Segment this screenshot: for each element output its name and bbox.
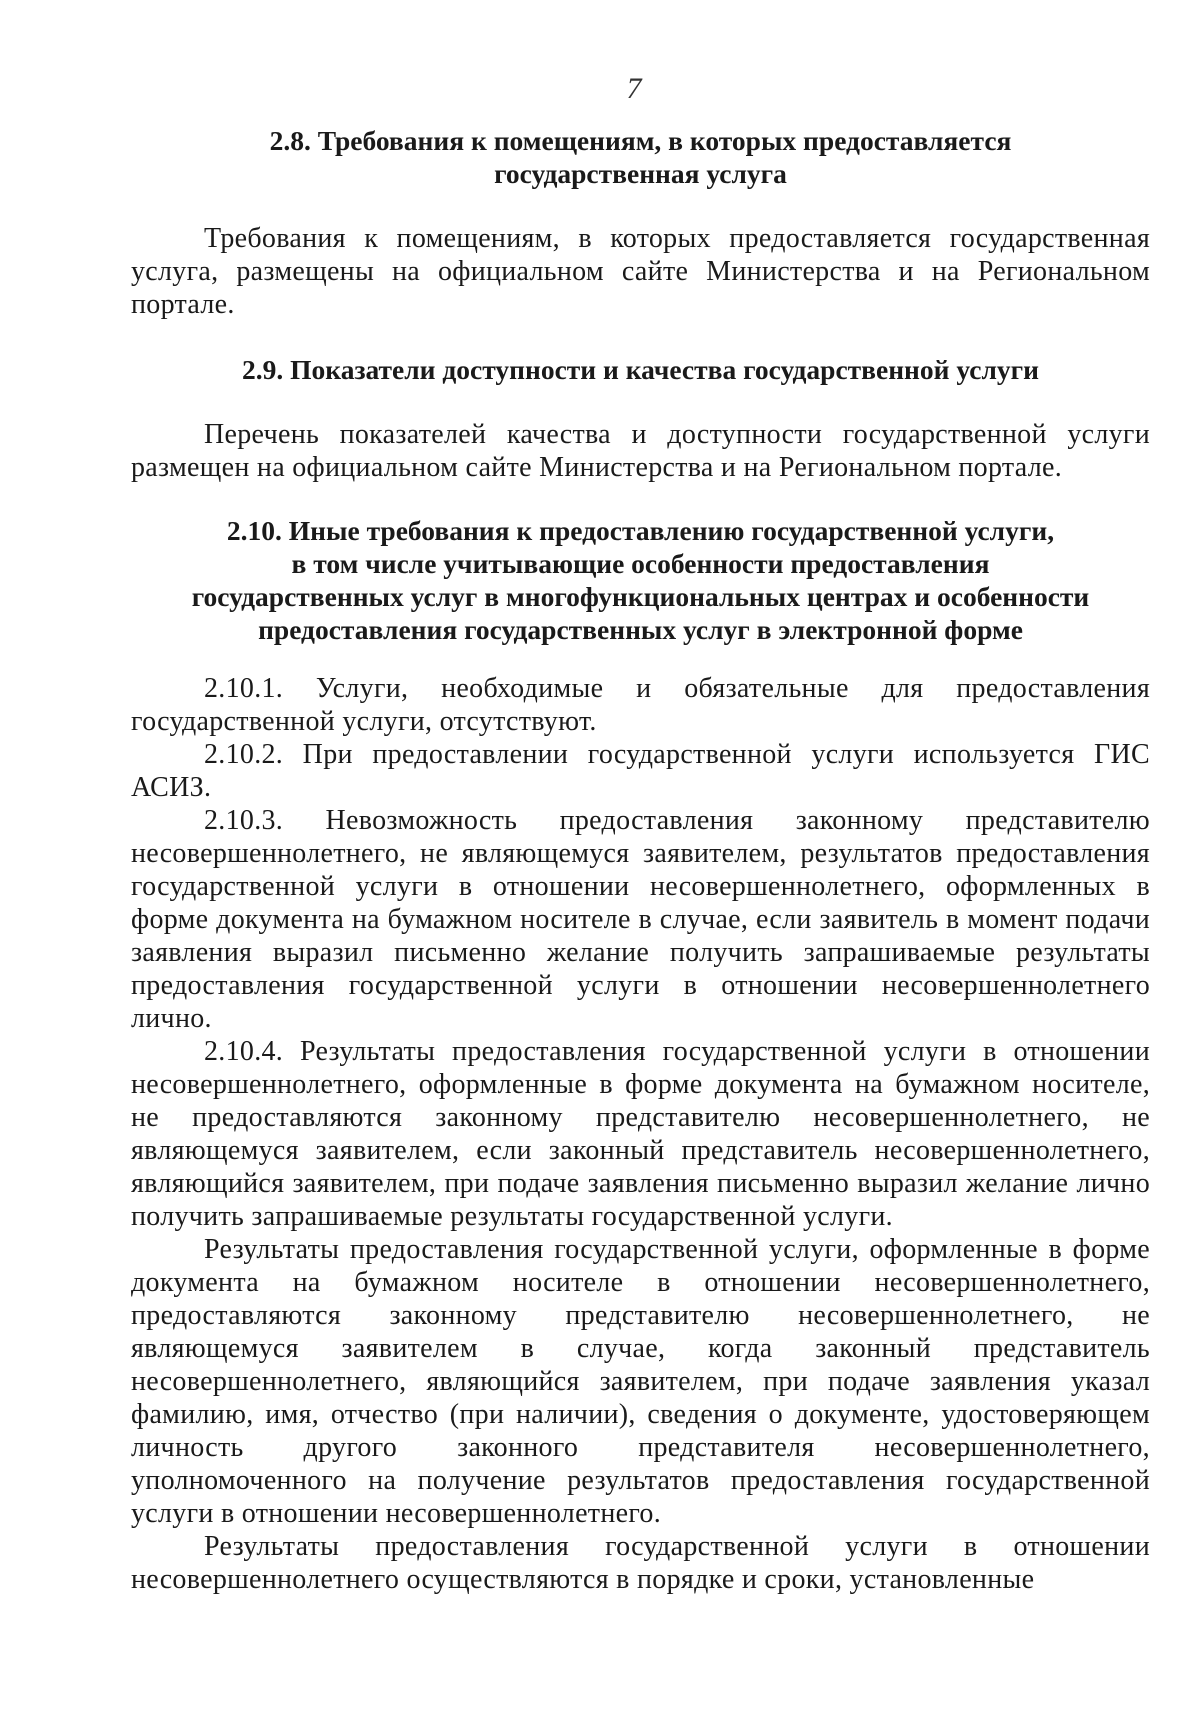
section-heading-2-8 — [131, 124, 1150, 190]
paragraph-2-10-2: 2.10.2. При предоставлении государственной услуги используется ГИС АСИЗ. — [131, 739, 1150, 803]
heading-line: 2.9. Показатели доступности и качества государственной услуги — [242, 354, 1039, 385]
section-heading-2-10 — [131, 514, 1150, 646]
paragraph-2-8: Требования к помещениям, в которых предоставляется государственная услуга, размещены на официальном сайте Министерства и на Региональном портале. — [131, 223, 1150, 320]
heading-line: 2.10. Иные требования к предоставлению государственной услуги, — [226, 515, 1055, 546]
paragraph-2-10-3: 2.10.3. Невозможность предоставления законному представителю несовершеннолетнего, не являющемуся заявителем, результатов предоставления государственной услуги в отношении несовершеннолетнего, оформленных в форме документа на бумажном носителе в случае, если заявитель в момент подачи заявления выразил письменно желание получить запрашиваемые результаты предоставления государственной услуги в отношении несовершеннолетнего лично. — [131, 805, 1150, 1034]
paragraph-2-10-4: 2.10.4. Результаты предоставления государственной услуги в отношении несовершеннолетнего, оформленные в форме документа на бумажном носителе, не предоставляются законному представителю несовершеннолетнего, не являющемуся заявителем, если законный представитель несовершеннолетнего, являющийся заявителем, при подаче заявления письменно выразил желание лично получить запрашиваемые результаты государственной услуги. — [131, 1036, 1150, 1232]
paragraph-results-order: Результаты предоставления государственной услуги в отношении несовершеннолетнего осуществляются в порядке и сроки, установленные — [131, 1531, 1150, 1595]
document-body — [131, 124, 1150, 1596]
heading-line: предоставления государственных услуг в электронной форме — [258, 614, 1023, 645]
spacer — [131, 386, 1150, 418]
page-number: 7 — [626, 72, 642, 105]
heading-line: государственная услуга — [494, 158, 787, 189]
heading-line: 2.8. Требования к помещениям, в которых предоставляется — [269, 125, 1012, 156]
spacer — [131, 484, 1150, 514]
spacer — [131, 190, 1150, 222]
heading-line: государственных услуг в многофункциональных центрах и особенности — [191, 581, 1090, 612]
paragraph-results-representative: Результаты предоставления государственной услуги, оформленные в форме документа на бумажном носителе в отношении несовершеннолетнего, предоставляются законному представителю несовершеннолетнего, не являющемуся заявителем в случае, когда законный представитель несовершеннолетнего, являющийся заявителем, при подаче заявления указал фамилию, имя, отчество (при наличии), сведения о документе, удостоверяющем личность другого законного представителя несовершеннолетнего, уполномоченного на получение результатов предоставления государственной услуги в отношении несовершеннолетнего. — [131, 1234, 1150, 1529]
paragraph-2-10-1: 2.10.1. Услуги, необходимые и обязательные для предоставления государственной услуги, отсутствуют. — [131, 673, 1150, 737]
spacer — [131, 321, 1150, 353]
spacer — [131, 646, 1150, 672]
section-heading-2-9 — [131, 353, 1150, 386]
paragraph-2-9: Перечень показателей качества и доступности государственной услуги размещен на официальном сайте Министерства и на Региональном портале. — [131, 419, 1150, 483]
heading-line: в том числе учитывающие особенности предоставления — [291, 548, 990, 579]
